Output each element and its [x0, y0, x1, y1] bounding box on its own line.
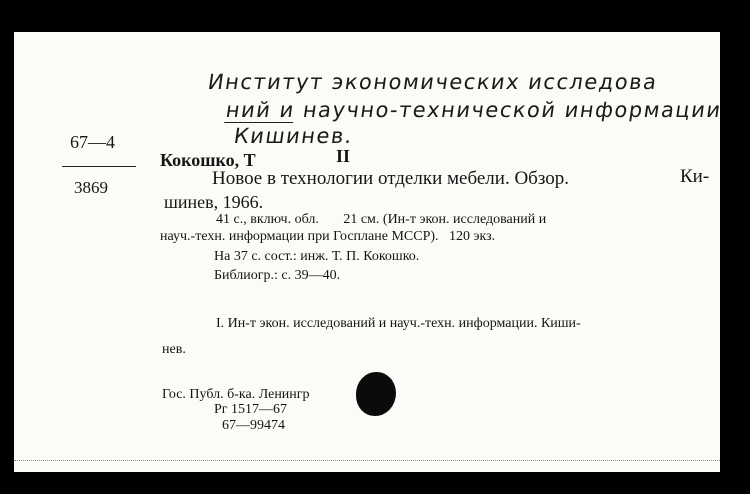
title-line-2: шинев, 1966. [164, 192, 264, 212]
tracing-line-1: I. Ин-т экон. исследований и науч.-техн. информации. Киши- [216, 316, 581, 331]
card-bottom-edge [14, 460, 720, 461]
stamp-line-2: Рг 1517—67 [214, 402, 288, 417]
stamp-line-1: Гос. Публ. б-ка. Ленингр [162, 387, 310, 402]
handwritten-line-3: Кишинев. [232, 124, 355, 148]
title-place-start: Ки- [680, 166, 710, 187]
note-compiler: На 37 с. сост.: инж. Т. П. Кокошко. [214, 249, 420, 264]
physical-description-line-2: науч.-техн. информации при Госплане МССР). 120 экз. [160, 229, 496, 244]
handwritten-line-2-part-1: ний и [224, 98, 297, 122]
title-line-1: Новое в технологии отделки мебели. Обзор. [212, 168, 569, 189]
stamp-line-3: 67—99474 [222, 418, 285, 433]
tracing-line-2: нев. [162, 342, 186, 357]
author-heading: Кокошко, Т [160, 150, 256, 170]
note-bibliography: Библиогр.: с. 39—40. [214, 268, 341, 283]
call-number-divider [62, 166, 136, 167]
handwritten-line-2-part-2: научно-технической информации [301, 98, 724, 122]
author-mark: II [336, 146, 351, 166]
handwritten-line-2 [224, 98, 723, 122]
handwritten-line-1: Институт экономических исследова [206, 70, 660, 94]
call-number-top: 67—4 [70, 132, 115, 152]
call-number-bottom: 3869 [74, 178, 108, 197]
physical-description-line-1: 41 с., включ. обл. 21 см. (Ин-т экон. исследований и [216, 212, 547, 227]
